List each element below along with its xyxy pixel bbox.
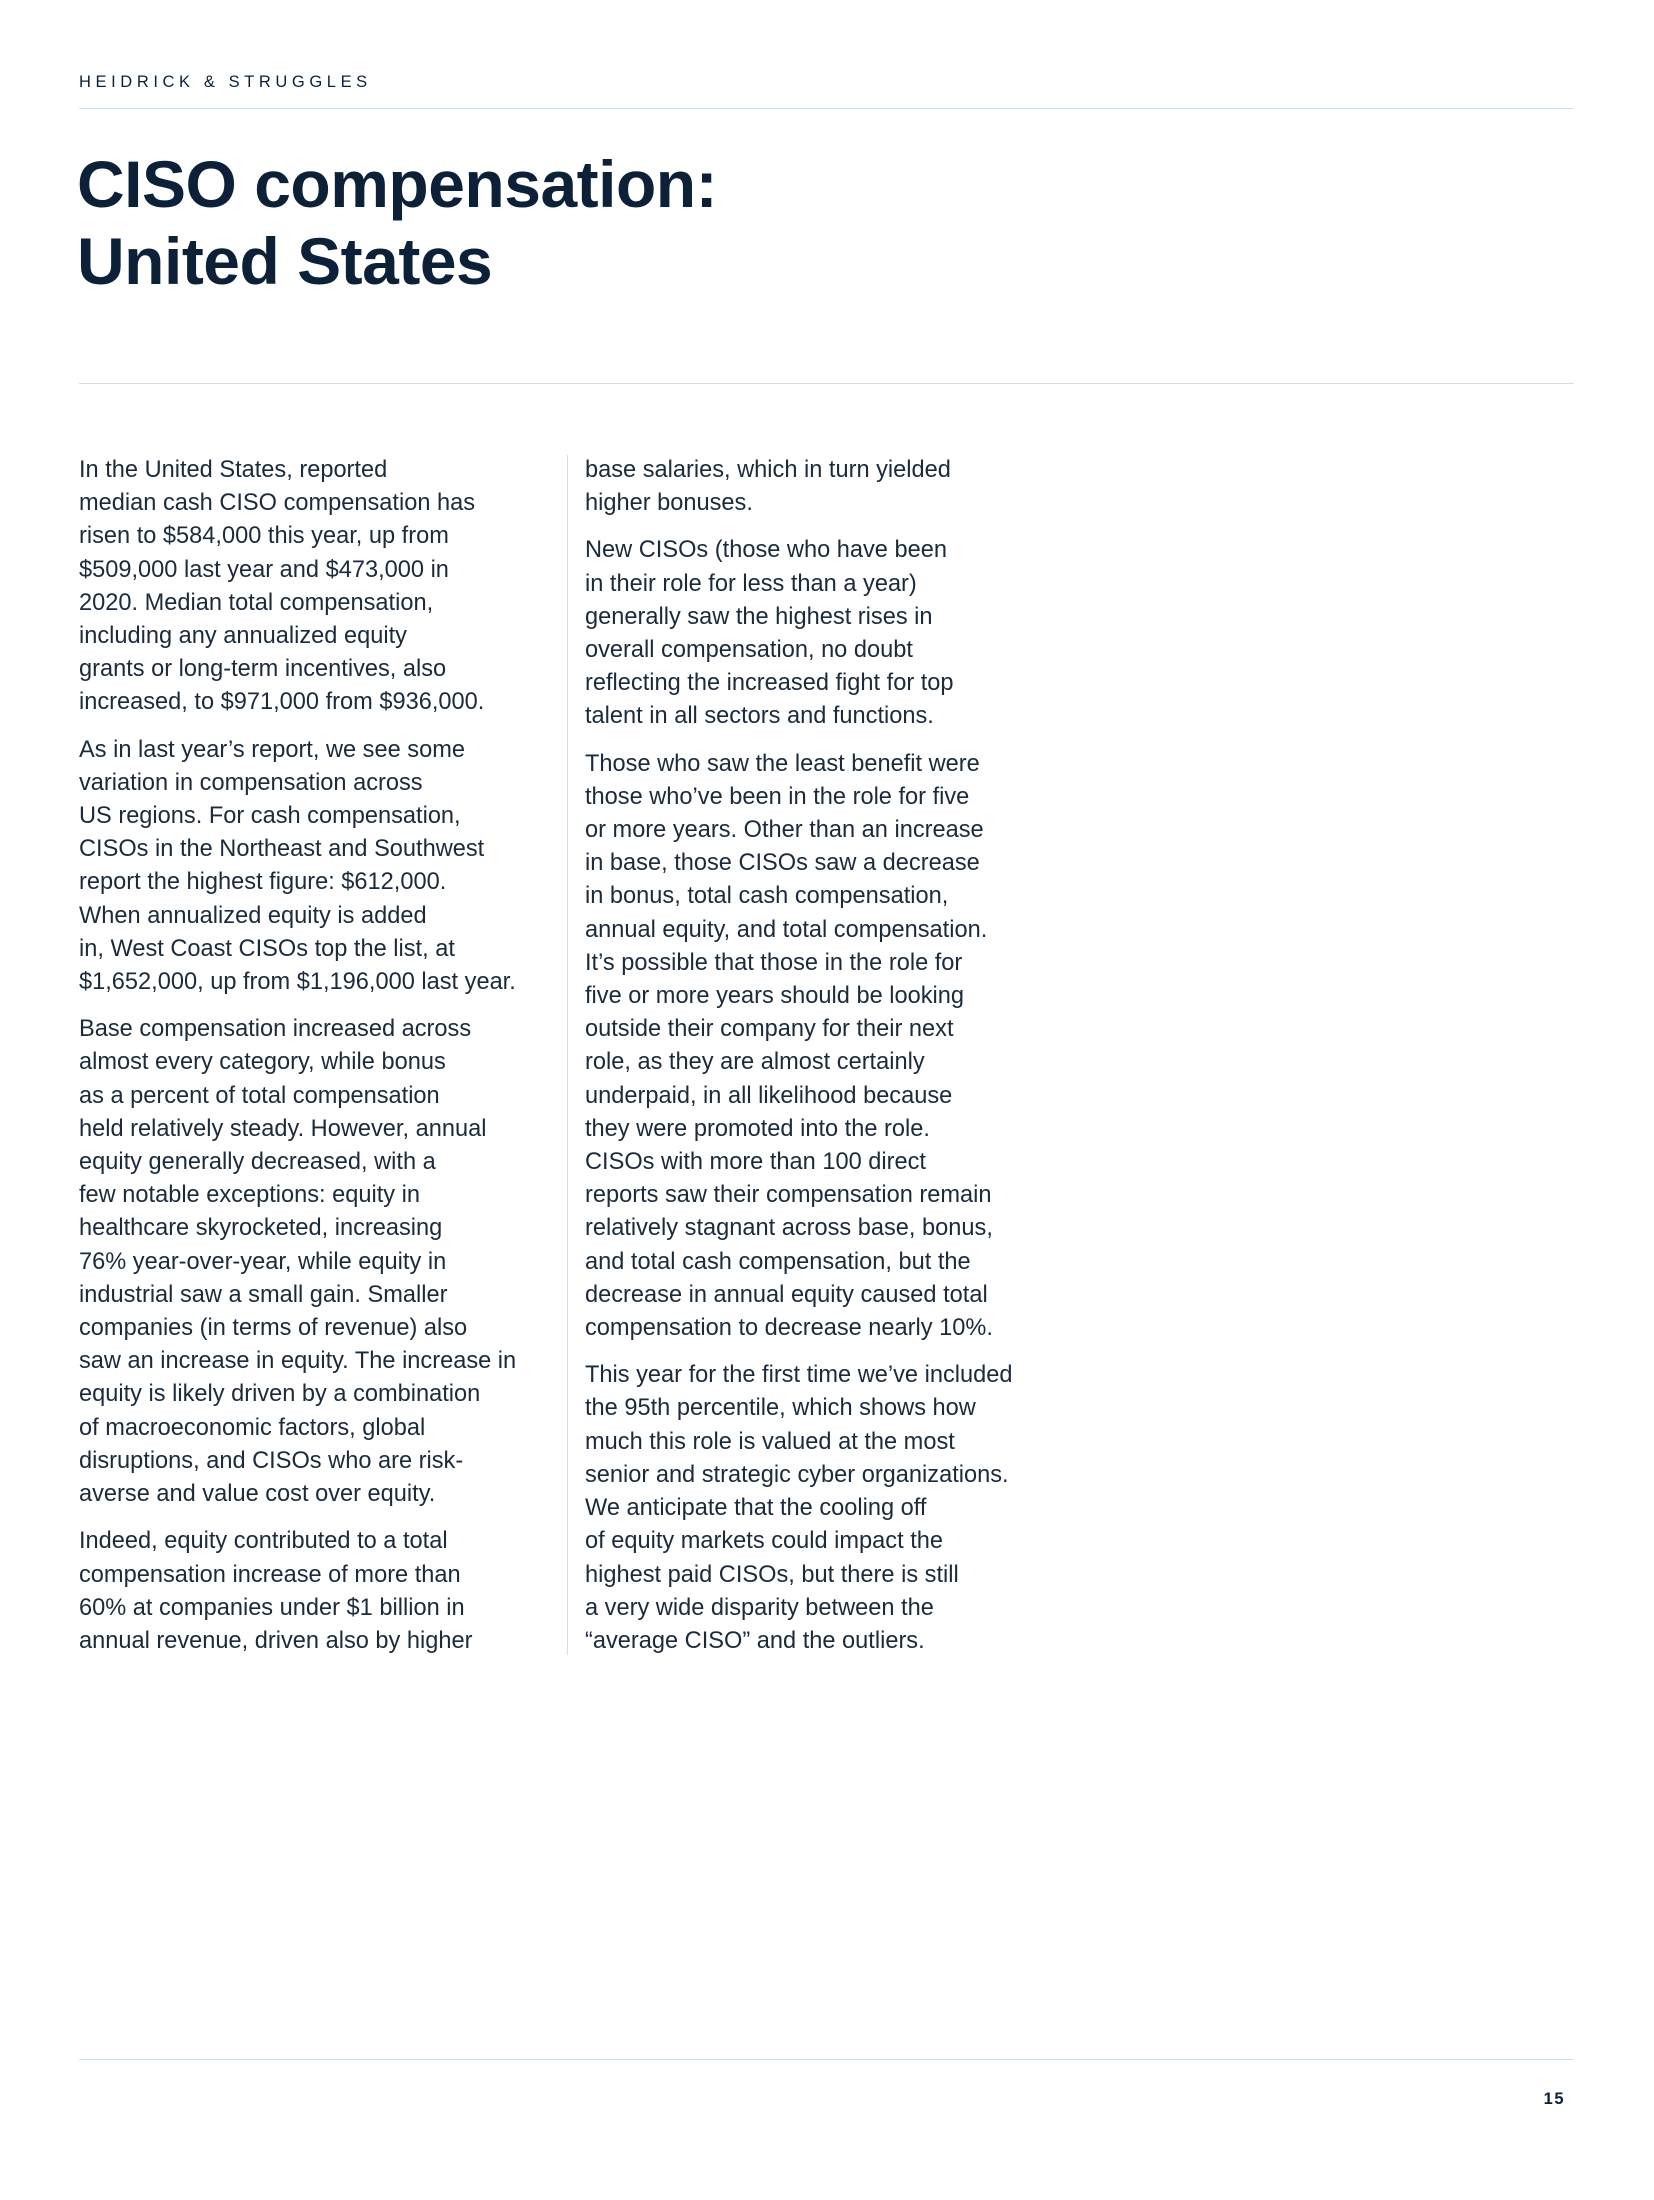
- footer-divider: [79, 2059, 1574, 2060]
- text-line: CISOs with more than 100 direct: [585, 1149, 926, 1176]
- text-line: in bonus, total cash compensation,: [585, 883, 949, 910]
- text-line: equity is likely driven by a combination: [79, 1381, 481, 1408]
- page-title: [77, 146, 717, 300]
- title-divider: [79, 383, 1574, 384]
- text-line: We anticipate that the cooling off: [585, 1495, 927, 1522]
- text-line: including any annualized equity: [79, 623, 407, 650]
- text-line: reflecting the increased fight for top: [585, 670, 954, 697]
- text-line: It’s possible that those in the role for: [585, 949, 963, 976]
- text-line: New CISOs (those who have been: [585, 537, 947, 564]
- text-line: healthcare skyrocketed, increasing: [79, 1215, 443, 1242]
- text-line: relatively stagnant across base, bonus,: [585, 1215, 993, 1242]
- text-line: base salaries, which in turn yielded: [585, 457, 951, 483]
- text-line: compensation to decrease nearly 10%.: [585, 1315, 993, 1342]
- text-line: of macroeconomic factors, global: [79, 1414, 426, 1441]
- page-number: 15: [1543, 2090, 1565, 2108]
- page-title-line-1: CISO compensation:: [77, 147, 718, 221]
- text-line: averse and value cost over equity.: [79, 1481, 436, 1508]
- text-line: almost every category, while bonus: [79, 1049, 446, 1076]
- text-line: or more years. Other than an increase: [585, 817, 984, 844]
- text-line: held relatively steady. However, annual: [79, 1115, 487, 1142]
- text-line: in their role for less than a year): [585, 570, 917, 597]
- body-paragraph: [79, 454, 564, 720]
- body-paragraph: [585, 454, 1065, 520]
- body-paragraph: [79, 734, 564, 1000]
- text-line: variation in compensation across: [79, 769, 423, 796]
- text-line: much this role is valued at the most: [585, 1428, 955, 1455]
- text-line: Indeed, equity contributed to a total: [79, 1528, 448, 1555]
- text-line: they were promoted into the role.: [585, 1115, 930, 1142]
- body-paragraph: [79, 1013, 564, 1511]
- text-line: grants or long-term incentives, also: [79, 656, 447, 683]
- text-line: 76% year-over-year, while equity in: [79, 1248, 447, 1275]
- text-line: risen to $584,000 this year, up from: [79, 523, 449, 550]
- body-paragraph: [79, 1525, 564, 1658]
- text-line: US regions. For cash compensation,: [79, 803, 461, 830]
- text-line: When annualized equity is added: [79, 902, 427, 929]
- text-line: disruptions, and CISOs who are risk-: [79, 1447, 464, 1474]
- text-line: role, as they are almost certainly: [585, 1049, 925, 1076]
- text-line: 2020. Median total compensation,: [79, 589, 434, 616]
- body-paragraph: [585, 1359, 1065, 1658]
- text-line: $1,652,000, up from $1,196,000 last year.: [79, 969, 516, 996]
- text-line: talent in all sectors and functions.: [585, 703, 934, 730]
- text-line: Those who saw the least benefit were: [585, 750, 980, 777]
- text-line: overall compensation, no doubt: [585, 637, 913, 664]
- text-line: as a percent of total compensation: [79, 1082, 440, 1109]
- text-line: few notable exceptions: equity in: [79, 1182, 421, 1209]
- body-paragraph: [585, 748, 1065, 1346]
- text-line: $509,000 last year and $473,000 in: [79, 556, 449, 583]
- text-line: companies (in terms of revenue) also: [79, 1315, 468, 1342]
- text-line: Base compensation increased across: [79, 1016, 472, 1043]
- text-line: generally saw the highest rises in: [585, 603, 933, 630]
- text-line: compensation increase of more than: [79, 1561, 461, 1588]
- text-line: This year for the first time we’ve included: [585, 1362, 1013, 1389]
- text-line: higher bonuses.: [585, 490, 753, 517]
- text-line: senior and strategic cyber organizations.: [585, 1461, 1009, 1488]
- text-line: annual revenue, driven also by higher: [79, 1627, 473, 1654]
- page-title-line-2: United States: [77, 224, 493, 298]
- column-divider: [567, 455, 568, 1655]
- right-text-column: [585, 454, 1065, 1672]
- text-line: increased, to $971,000 from $936,000.: [79, 689, 485, 716]
- text-line: CISOs in the Northeast and Southwest: [79, 836, 485, 863]
- text-line: in, West Coast CISOs top the list, at: [79, 935, 455, 962]
- text-line: a very wide disparity between the: [585, 1594, 934, 1621]
- text-line: “average CISO” and the outliers.: [585, 1627, 925, 1654]
- text-line: equity generally decreased, with a: [79, 1149, 436, 1176]
- header-brand: HEIDRICK & STRUGGLES: [79, 73, 372, 91]
- text-line: report the highest figure: $612,000.: [79, 869, 447, 896]
- text-line: and total cash compensation, but the: [585, 1248, 971, 1275]
- text-line: industrial saw a small gain. Smaller: [79, 1281, 448, 1308]
- text-line: 60% at companies under $1 billion in: [79, 1594, 465, 1621]
- text-line: underpaid, in all likelihood because: [585, 1082, 953, 1109]
- text-line: In the United States, reported: [79, 457, 388, 483]
- body-paragraph: [585, 534, 1065, 733]
- text-line: highest paid CISOs, but there is still: [585, 1561, 959, 1588]
- left-text-column: [79, 454, 564, 1672]
- text-line: As in last year’s report, we see some: [79, 736, 465, 763]
- text-line: saw an increase in equity. The increase in: [79, 1348, 517, 1375]
- text-line: the 95th percentile, which shows how: [585, 1395, 976, 1422]
- header-divider: [79, 108, 1574, 109]
- text-line: reports saw their compensation remain: [585, 1182, 992, 1209]
- text-line: annual equity, and total compensation.: [585, 916, 988, 943]
- text-line: of equity markets could impact the: [585, 1528, 944, 1555]
- text-line: in base, those CISOs saw a decrease: [585, 850, 980, 877]
- text-line: outside their company for their next: [585, 1016, 954, 1043]
- text-line: decrease in annual equity caused total: [585, 1281, 988, 1308]
- text-line: those who’ve been in the role for five: [585, 783, 970, 810]
- text-line: median cash CISO compensation has: [79, 490, 476, 517]
- text-line: five or more years should be looking: [585, 983, 965, 1010]
